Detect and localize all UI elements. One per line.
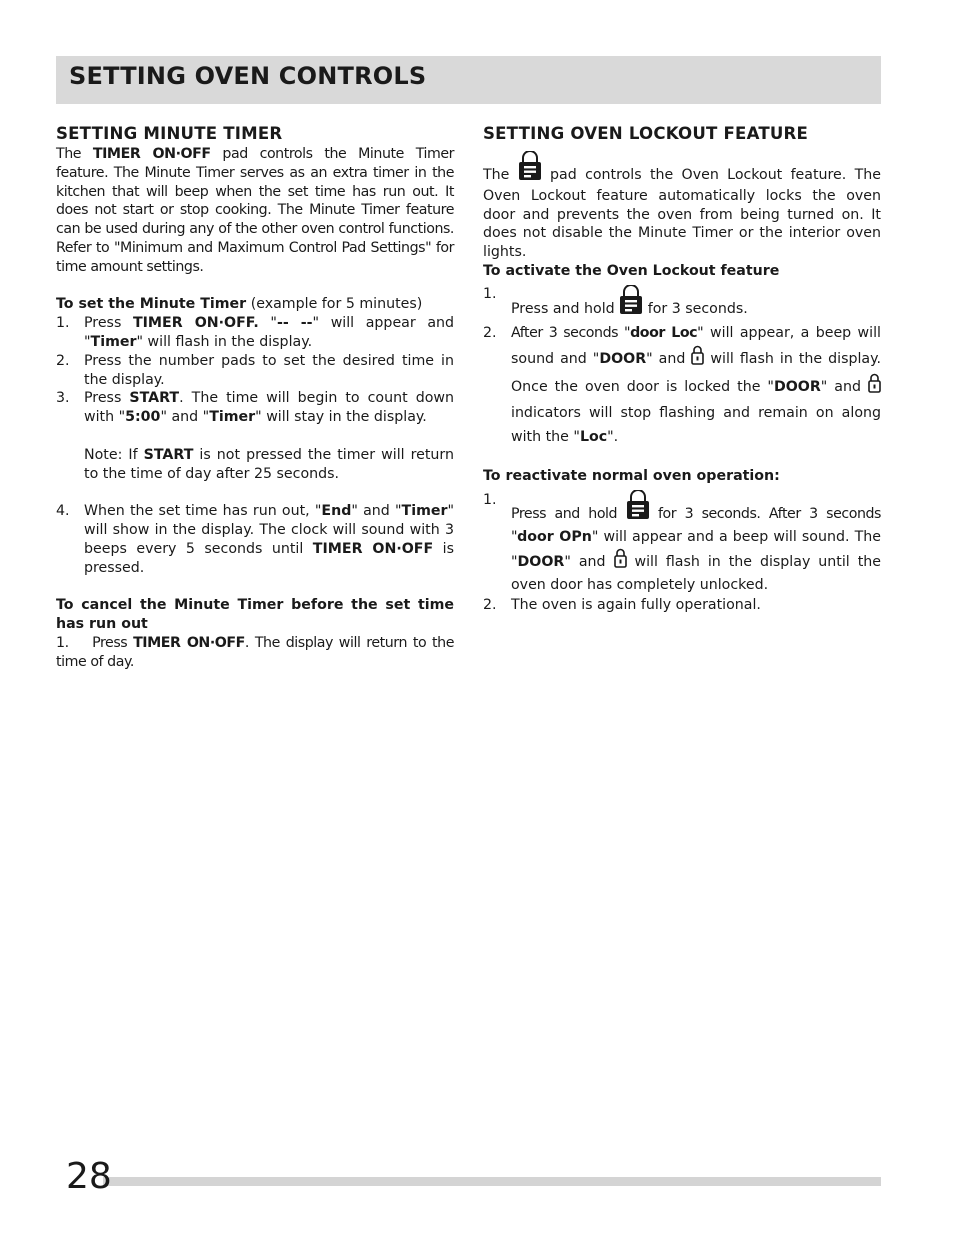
- page-title: SETTING OVEN CONTROLS: [69, 62, 427, 90]
- set-timer-steps-continued: [56, 502, 454, 577]
- note-text: is not pressed the timer will return to the time of day after 25 seconds.: [84, 446, 454, 482]
- step-bold: 5:00: [125, 409, 161, 426]
- step-number: 2.: [483, 324, 497, 341]
- step-text: is pressed.: [84, 540, 454, 576]
- step-text: " and ": [351, 503, 402, 520]
- step-text: " will appear, a beep will sound and ": [511, 324, 881, 367]
- step-number: 4.: [56, 503, 70, 520]
- step-text: " and: [820, 378, 868, 395]
- lockout-pad-icon: [518, 151, 542, 187]
- intro-pad-name: TIMER ON·OFF: [92, 146, 211, 162]
- list-item: [483, 490, 881, 596]
- step-number: 1.: [483, 285, 497, 302]
- step-bold: DOOR: [773, 378, 821, 395]
- step-bold: START: [129, 390, 180, 407]
- list-item: [483, 285, 881, 321]
- lock-icon: [868, 373, 881, 401]
- footer-bar: [103, 1177, 881, 1186]
- step-bold: TIMER ON·OFF: [312, 540, 434, 557]
- step-text: " and: [564, 554, 614, 571]
- step-bold: Loc: [579, 428, 608, 445]
- step-text: for 3 seconds.: [643, 300, 748, 317]
- step-text: " will stay in the display.: [255, 409, 427, 426]
- step-bold: Timer: [209, 409, 256, 426]
- step-bold: Timer: [401, 503, 448, 520]
- step-text: When the set time has run out, ": [84, 503, 322, 520]
- step-text: The oven is again fully operational.: [511, 597, 761, 614]
- set-timer-label-rest: (example for 5 minutes): [246, 296, 423, 313]
- list-item: [483, 596, 881, 615]
- list-item: [56, 314, 454, 352]
- lockout-intro: [483, 151, 881, 262]
- intro-text: The: [56, 146, 93, 162]
- step-number: 1.: [56, 315, 70, 332]
- minute-timer-intro: [56, 145, 454, 277]
- reactivate-steps: [483, 490, 881, 615]
- cancel-timer-label: To cancel the Minute Timer before the set time has run out: [56, 597, 454, 632]
- oven-lockout-heading: SETTING OVEN LOCKOUT FEATURE: [483, 124, 809, 143]
- step-text: Press: [92, 634, 134, 651]
- step-number: 1.: [56, 634, 69, 651]
- list-item: [56, 352, 454, 390]
- step-text: . The time will begin to count down with ": [84, 390, 454, 426]
- lockout-pad-icon: [626, 490, 650, 527]
- step-number: 3.: [56, 390, 70, 407]
- step-bold: Timer: [90, 333, 137, 350]
- step-text: ".: [607, 428, 619, 445]
- step-number: 2.: [56, 352, 70, 369]
- step-text: Press the number pads to set the desired time in the display.: [84, 352, 454, 388]
- step-text: After 3 seconds ": [511, 324, 631, 341]
- step-bold: DOOR: [517, 554, 565, 571]
- step-number: 1.: [483, 492, 497, 509]
- set-timer-label-bold: To set the Minute Timer: [56, 296, 247, 313]
- step-text: " and: [646, 350, 692, 367]
- page-number: 28: [66, 1156, 112, 1197]
- list-item: [483, 321, 881, 449]
- step-text: will flash in the display until the oven door has completely unlocked.: [511, 554, 881, 594]
- step-bold: TIMER ON·OFF: [133, 634, 245, 651]
- intro-text-rest: pad controls the Oven Lockout feature. The Oven Lockout feature automatically locks the oven door and prevents the oven from being turned on. It does not disable the Minute Timer or the interior oven lights.: [483, 167, 882, 261]
- note-bold: START: [143, 446, 194, 463]
- lock-icon: [691, 345, 704, 373]
- activate-lockout-label: To activate the Oven Lockout feature: [483, 262, 780, 279]
- step-bold: -- --: [276, 315, 313, 332]
- step-text: " will appear and a beep will sound. The ": [511, 529, 881, 571]
- list-item: [56, 389, 454, 427]
- cancel-timer-step: [56, 634, 454, 672]
- set-timer-steps: [56, 314, 454, 427]
- note-text: Note: If: [84, 446, 144, 463]
- intro-text-rest: pad controls the Minute Timer feature. The Minute Timer serves as an extra timer in the kitchen that will beep when the set time has run out. It does not start or stop cooking. The Minute Timer feature can be used during any of the other oven control functions. Refer to "Minimum and Maximum Control Pad Settings" for time amount settings.: [56, 146, 455, 275]
- step-text: ": [258, 315, 277, 332]
- minute-timer-section: [56, 123, 454, 671]
- step-text: " will appear and ": [84, 315, 455, 350]
- step-text: Press and hold: [511, 506, 626, 523]
- step-text: Press and hold: [511, 300, 620, 317]
- step-bold: DOOR: [599, 350, 647, 367]
- set-timer-label: [56, 295, 454, 314]
- step-text: indicators will stop flashing and remain on along with the ": [511, 404, 881, 445]
- header-bar: [56, 56, 881, 104]
- timer-note: [56, 446, 454, 484]
- step-text: will flash in the display. Once the oven door is locked the ": [511, 350, 881, 395]
- step-bold: TIMER ON·OFF.: [132, 315, 259, 332]
- step-text: Press: [84, 315, 133, 332]
- intro-text: The: [483, 167, 518, 183]
- step-bold: door OPn: [517, 529, 592, 546]
- step-number: 2.: [483, 597, 497, 614]
- step-text: " and ": [160, 409, 210, 426]
- step-bold: door Loc: [630, 324, 698, 341]
- step-text: " will show in the display. The clock will sound with 3 beeps every 5 seconds until: [84, 503, 455, 557]
- lockout-pad-icon: [619, 285, 643, 321]
- lock-icon: [614, 548, 627, 575]
- activate-lockout-steps: [483, 285, 881, 449]
- oven-lockout-section: [483, 123, 881, 615]
- step-text: " will flash in the display.: [136, 333, 313, 350]
- reactivate-label: To reactivate normal oven operation:: [483, 468, 780, 485]
- step-text: for 3 seconds. After 3 seconds ": [511, 506, 881, 546]
- list-item: [56, 502, 454, 577]
- step-text: . The display will return to the time of day.: [56, 634, 454, 670]
- step-text: Press: [84, 390, 130, 407]
- minute-timer-heading: SETTING MINUTE TIMER: [56, 124, 283, 143]
- step-bold: End: [321, 503, 352, 520]
